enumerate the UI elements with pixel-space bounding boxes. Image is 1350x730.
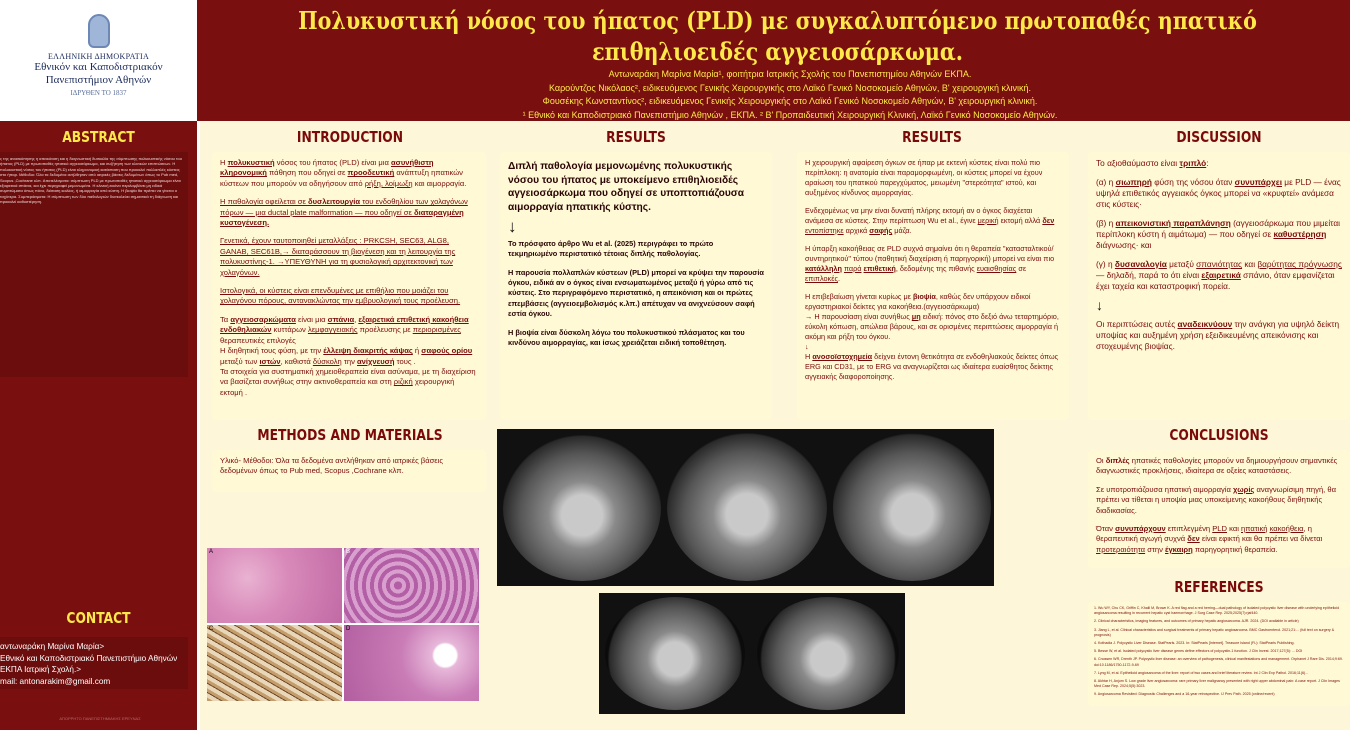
reference-item: 4. Kothadia J. Polycystic Liver Disease. StatPearls. 2023. In: StatPearls [Internet]. Treasure Island (FL): StatPearls Publishing. xyxy=(1094,641,1295,646)
logo-university-line2: Πανεπιστήμιον Αθηνών xyxy=(45,74,152,86)
results-panel-2: Η χειρουργική αφαίρεση όγκων σε ήπαρ με εκτενή κύστεις είναι πολύ πιο περίπλοκη: η ανατομία είναι παραμορφωμένη, οι κύστεις μπορεί να έχουν αραίωση του ηπατικού παρεγχύματος, μειωμένη "στερεότητα" ιστού, και αυξημένος κίνδυνος αιμορραγίας. Ενδεχομένως να μην είναι δυνατή πλήρης εκτομή αν ο όγκος διαχέεται ανάμεσα σε κύστεις. Στην περίπτωση Wu et al., έγινε μερική εκτομή αλλά δεν εντοπίστηκε αρχικά σαφής μάζα. Η ύπαρξη κακοήθειας σε PLD συχνά σημαίνει ότι η θεραπεία "κατασταλτικού/συντηρητικού" τύπου (παθητική διαχείριση ή παρηγορική) μπορεί να είναι πιο κατάλληλη παρά επιθετική, δεδομένης της πιθανής ευαισθησίας σε επιπλοκές. Η επιβεβαίωση γίνεται κυρίως με βιοψία, καθώς δεν υπάρχουν ειδικοί εργαστηριακοί δείκτες για κακοήθεια.(αγγειοσάρκωμα) → Η παρουσίαση είναι συνήθως μη ειδική: πόνος στο δεξιό άνω τεταρτημόριο, εύκολη κόπωση, απώλεια βάρους, και σε ορισμένες περιπτώσεις αιμορραγία ή ακόμη και ρήξη του όγκου. ↓ Η ανοσοϊστοχημεία δείχνει έντονη θετικότητα σε ενδοθηλιακούς δείκτες όπως ERG και CD31, με το ERG να αναγνωρίζεται ως ιδιαίτερα ευαίσθητος δείκτης αγγειακής διαφοροποίησης. xyxy=(797,152,1069,420)
discussion-panel: Το αξιοθαύμαστο είναι τριπλό: (α) η σιωπηρή φύση της νόσου όταν συνυπάρχει με PLD — ένας υψηλά επιθετικός αγγειακός όγκος μπορεί να «κρυφτεί» ανάμεσα στις κύστεις· (β) η απεικονιστική παραπλάνηση (αγγειοσάρκωμα που μιμείται περίπλοκη κύστη ή αιμάτωμα) — που οδηγεί σε καθυστέρηση διάγνωσης· και (γ) η δυσαναλογία μεταξύ σπανιότητας και βαρύτητας πρόγνωσης — δηλαδή, παρά το ότι είναι εξαιρετικά σπάνιο, όταν εμφανίζεται έχει ταχεία και καταστροφική πορεία. ↓ Οι περιπτώσεις αυτές αναδεικνύουν την ανάγκη για υψηλό δείκτη υποψίας και αυξημένη χρήση εξειδικευμένης απεικόνισης και στοχευμένης βιοψίας. xyxy=(1088,152,1350,420)
reference-item: 8. Akhtar H, Anjum S. Low grade liver angiosarcoma: rare primary liver malignancy presented with right upper abdominal pain: A case report. J Clin Images Med Case Rep. 2024;5(5):3023. xyxy=(1094,679,1340,689)
results-title-1: RESULTS xyxy=(606,128,666,146)
contact-box xyxy=(0,637,188,689)
results-lead: Διπλή παθολογία μεμονωμένης πολυκυστικής νόσου του ήπατος με υποκείμενο επιθηλιοειδές αγγειοσάρκωμα που οδηγεί σε υποπτοπιάζουσα αιμορραγία ηπατικής κύστης. xyxy=(508,161,744,213)
abstract-title: ABSTRACT xyxy=(62,128,135,146)
author-line: Καρούντζος Νικόλαος², ειδικευόμενος Γενικής Χειρουργικής στο Λαϊκό Γενικό Νοσοκομείο Αθηνών, Β' χειρουργική κλινική. xyxy=(548,82,1032,93)
ct-scan-row xyxy=(497,429,994,586)
discussion-title: DISCUSSION xyxy=(1176,128,1262,146)
athena-seal-icon xyxy=(88,14,110,48)
panel-label-c: C xyxy=(209,626,214,632)
ct-scan-row-2 xyxy=(599,593,905,714)
references-title: REFERENCES xyxy=(1174,578,1264,596)
introduction-title: INTRODUCTION xyxy=(296,128,404,146)
reference-item: 2. Clinical characteristics, imaging features, and outcomes of primary hepatic angiosarcoma. AJR. 2024. (DOI available in article) xyxy=(1094,619,1299,624)
results-panel-1 xyxy=(500,152,772,420)
contact-school: ΕΚΠΑ Ιατρική Σχολή.> xyxy=(0,665,81,674)
title-line-1: Πολυκυστική νόσος του ήπατος (PLD) με συγκαλυπτόμενο πρωτοπαθές ηπατικό xyxy=(298,6,1257,35)
logo-university-line1: Εθνικόν και Καποδιστριακόν xyxy=(34,61,163,73)
contact-name: αντωναράκη Μαρίνα Μαρία> xyxy=(0,642,105,651)
affiliations-line: ¹ Εθνικό και Καποδιστριακό Πανεπιστήμιο Αθηνών , ΕΚΠΑ. ² Β' Προπαιδευτική Χειρουργική Κλινική, Λαϊκό Γενικό Νοσοκομείο Αθηνών. xyxy=(522,109,1058,120)
authors-block xyxy=(420,68,1160,122)
down-arrow-icon: ↓ xyxy=(508,217,517,237)
histology-figure xyxy=(207,548,479,701)
ct-scan-4 xyxy=(605,597,745,710)
discussion-arrow-icon: ↓ xyxy=(1096,297,1103,313)
results-title-2: RESULTS xyxy=(902,128,962,146)
results-p1: Το πρόσφατο άρθρο Wu et al. (2025) περιγράφει το πρώτο τεκμηριωμένο περιστατικό τέτοιας διπλής παθολογίας. xyxy=(508,238,714,259)
author-line: Φουσέκης Κωνσταντίνος², ειδικευόμενος Γενικής Χειρουργικής στο Λαϊκό Γενικό Νοσοκομείο Αθηνών, Β' χειρουργική κλινική. xyxy=(542,96,1038,106)
results-p2: Η παρουσία πολλαπλών κύστεων (PLD) μπορεί να κρύψει την παρουσία όγκου, ειδικά αν ο όγκος είναι ενσωματωμένος μεταξύ ή γύρω από τις κύστεις. Στο περιγραφόμενο περιστατικό, η απεικόνιση και οι πρώτες επεμβάσεις (αγγειοεμβολισμός κ.λπ.) απέτυχαν να ανιχνεύσουν σαφή εστία όγκου. xyxy=(508,267,764,319)
author-line: Αντωναράκη Μαρίνα Μαρία¹, φοιτήτρια Ιατρικής Σχολής του Πανεπιστημίου Αθηνών ΕΚΠΑ. xyxy=(608,69,972,79)
ct-scan-3 xyxy=(833,433,991,581)
poster-title xyxy=(289,5,1265,67)
references-panel xyxy=(1088,602,1350,706)
contact-email[interactable]: mail: antonarakim@gmail.com xyxy=(0,676,111,686)
title-line-2: επιθηλιοειδές αγγειοσάρκωμα. xyxy=(592,37,963,66)
abstract-text: ς της ανασκόπησης η απεικόνιση και η διαγνωστική δυσκολία της σύμπτωσης πολυκυστικής νόσου του ήπατος (PLD) με πρωτοπαθές ηπατικό αγγειοσάρκωμα, και συζήτηση των κλινικών επιπτώσεων. Η πολυκυστική νόσος του ήπατος (PLD) είναι κληρονομική κατάσταση που προκαλεί πολλαπλές κύστεις στο ήπαρ. Μέθοδοι: Όλα τα δεδομένα ανήλθησαν από ιατρικές βάσεις δεδομένων όπως το Pub med, Scopus ,Cochrane κλπ. Αποτελέσματα: σύμπτωση PLD με πρωτοπαθές ηπατικό αγγειοσάρκωμα είναι εξαιρετικά σπάνια, και έχει περιγραφεί μεμονωμένα. Η κλινική εικόνα περιλαμβάνει μη ειδικά συμπτώματα όπως πόνο, διάταση κοιλίας, ή αιμορραγία από κύστη. Η βιοψία θα πρέπει να γίνεται ο ταχύτερα. Συμπεράσματα: Η σύμπτωση των δύο παθολογιών δυσκολεύει σημαντικά τη διάγνωση και προκαλεί καθυστέρηση. xyxy=(0,152,188,377)
panel-label-b: B xyxy=(346,549,351,555)
ct-scan-5 xyxy=(757,597,899,710)
contact-university: Εθνικό και Καποδιστριακό Πανεπιστήμιο Αθηνών xyxy=(0,653,178,663)
logo-founded: ΙΔΡΥΘΕΝ ΤΟ 1837 xyxy=(70,89,127,97)
panel-label-d: D xyxy=(346,626,351,632)
reference-item: 1. Wu WY, Chu CK, Griffin C, Khalil M, Brown K. A red flag and a red herring—dual pathology of isolated polycystic liver disease with underlying epithelioid angiosarcoma resulting in recurrent hepatic cyst haemorrhage. J Surg Case Rep. 2025;2025(7):rjaf440. xyxy=(1094,606,1340,616)
footer-note: ΑΠΟΡΡΗΤΟ ΠΑΝΕΠΙΣΤΗΜΙΑΚΗΣ ΕΡΕΥΝΑΣ xyxy=(59,716,141,721)
university-logo xyxy=(0,0,197,121)
histology-panel-a xyxy=(207,548,342,623)
reference-item: 6. Cnossen WR, Drenth JP. Polycystic liver disease: an overview of pathogenesis, clinical manifestations and management. Orphanet J Rare Dis. 2014;9:69. doi:10.1186/1750-1172-9-69 xyxy=(1094,657,1343,667)
column-divider xyxy=(197,121,200,730)
poster-header xyxy=(0,0,1350,121)
reference-item: 9. Angiosarcoma Revisited: Diagnostic Challenges and a 16-year retrospective. IJ Prev Path. 2025 (online/recent) xyxy=(1094,692,1275,697)
methods-text: Υλικό- Μέθοδοι: Όλα τα δεδομένα αντλήθηκαν από ιατρικές βάσεις δεδομένων όπως το Pub med, Scopus ,Cochrane κλπ. xyxy=(212,450,486,492)
results-p3: Η βιοψία είναι δύσκολη λόγω του πολυκυστικού πλάσματος και του κινδύνου αιμορραγίας, και ίσως χρειάζεται ειδική τοποθέτηση. xyxy=(508,327,745,348)
reference-item: 5. Besse W, et al. Isolated polycystic liver disease genes define effectors of polycystin-1 function. J Clin Invest. 2017;127(5): ... DOI xyxy=(1094,649,1303,654)
histology-panel-b xyxy=(344,548,479,623)
histology-panel-d xyxy=(344,625,479,701)
methods-title: METHODS AND MATERIALS xyxy=(257,426,443,444)
reference-item: 3. Jiang L, et al. Clinical characteristics and surgical treatments of primary hepatic angiosarcoma. BMC Gastroenterol. 2021;21:... (full text on surgery & prognosis) xyxy=(1094,627,1335,637)
ct-scan-1 xyxy=(503,435,661,581)
conclusions-panel: Οι διπλές ηπατικές παθολογίες μπορούν να δημιουργήσουν σημαντικές διαγνωστικές προκλήσεις, ιδιαίτερα σε οξείες καταστάσεις. Σε υποτροπιάζουσα ηπατική αιμορραγία χωρίς αναγνωρίσιμη πηγή, θα πρέπει να τίθεται η υποψία μιας υποκείμενης κακοήθους διηθητικής διαδικασίας. Όταν συνυπάρχουν επιπλεγμένη PLD και ηπατική κακοήθεια, η θεραπευτική αγωγή συχνά δεν είναι εφικτή και θα πρέπει να δίνεται προτεραιότητα στην έγκαιρη παρηγορητική θεραπεία. xyxy=(1088,450,1350,568)
reference-item: 7. Lyng M, et al. Epithelioid angiosarcoma of the liver: report of two cases and brief literature review. Int J Clin Exp Pathol. 2016;11(6)... xyxy=(1094,670,1309,675)
histology-panel-c xyxy=(207,625,342,701)
panel-label-a: A xyxy=(209,549,214,555)
contact-title: CONTACT xyxy=(66,609,131,627)
ct-scan-2 xyxy=(667,433,827,581)
introduction-panel: Η πολυκυστική νόσος του ήπατος (PLD) είναι μια ασυνήθιστη κληρονομική πάθηση που οδηγεί σε προοδευτική ανάπτυξη ηπατικών κύστεων που μπορούν να οδηγήσουν από ρήξη, λοίμωξη και αιμορραγία. Η παθολογία οφείλεται σε δυσλειτουργία του ενδοθηλίου των χολαγόνων πόρων — μια ductal plate malformation — που οδηγεί σε διαταραγμένη κυστογένεση. Γενετικά, έχουν ταυτοποιηθεί μεταλλάξεις : PRKCSH, SEC63, ALG8, GANAB, SEC61B,→ διαταράσσουν τη βιογένεση και τη λειτουργία της πολυκυστίνης-1. →ΥΠΕΥΘΥΝΗ για τη φυσιολογική αρχιτεκτονική των χολαγόνων. Ιστολογικά, οι κύστεις είναι επενδυμένες με επιθήλιο που μοιάζει του χολαγόνου πόρους, αντανακλώντας την εμβρυολογική τους προέλευση. Τα αγγειοσαρκώματα είναι μια σπάνια, εξαιρετικά επιθετική κακοήθεια ενδοθηλιακών κυττάρων λεμφαγγειακής προέλευσης με περιορισμένες θεραπευτικές επιλογές Η διηθητική τους φύση, με την έλλειψη διακριτής κάψας ή σαφούς ορίου μεταξύ των ιστών, καθιστά δύσκολη την ανίχνευσή τους . Τα στοιχεία για συστηματική χημειοθεραπεία είναι ασύναμα, με τη διαχείριση να βασίζεται συνήθως στην ακτινοθεραπεία και στη ριζική χειρουργική εκτομή . xyxy=(212,152,486,420)
logo-republic: ΕΛΛΗΝΙΚΗ ΔΗΜΟΚΡΑΤΙΑ xyxy=(47,52,150,61)
conclusions-title: CONCLUSIONS xyxy=(1169,426,1269,444)
